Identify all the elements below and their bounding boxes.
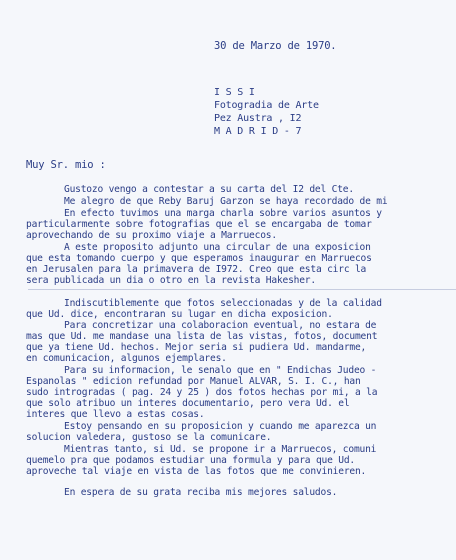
recipient-city: M A D R I D - 7 — [214, 126, 302, 137]
body-line: que ya tiene Ud. hechos. Mejor seria si pudiera Ud. mandarme, — [26, 342, 367, 353]
body-line: Para su informacion, le senalo que en " Endichas Judeo - — [64, 365, 377, 376]
body-line: en Jerusalen para la primavera de I972. Creo que esta circ la — [26, 264, 367, 275]
body-line: solucion valedera, gustoso se la comunicare. — [26, 432, 272, 443]
body-line: Gustozo vengo a contestar a su carta del I2 del Cte. — [64, 184, 354, 195]
body-line: que esta tomando cuerpo y que esperamos inaugurar en Marruecos — [26, 253, 372, 264]
letter-date: 30 de Marzo de 1970. — [214, 40, 337, 52]
recipient-name: I S S I — [214, 87, 255, 98]
greeting: Muy Sr. mio : — [26, 159, 106, 171]
body-line: En efecto tuvimos una marga charla sobre varios asuntos y — [64, 208, 382, 219]
recipient-line-3: Pez Austra , I2 — [214, 113, 302, 124]
body-line: Me alegro de que Reby Baruj Garzon se haya recordado de mi — [64, 196, 388, 207]
closing: En espera de su grata reciba mis mejores saludos. — [64, 487, 338, 498]
body-line: en comunicacion, algunos ejemplares. — [26, 353, 227, 364]
recipient-line-2: Fotogradia de Arte — [214, 100, 319, 111]
body-line: interes que llevo a estas cosas. — [26, 409, 205, 420]
body-line: aproveche tal viaje en vista de las fotos que me convinieren. — [26, 466, 367, 477]
body-line: aprovechando de su proximo viaje a Marruecos. — [26, 230, 277, 241]
body-line: particularmente sobre fotografias que el se encargaba de tomar — [26, 219, 372, 230]
body-line: Indiscutiblemente que fotos seleccionadas y de la calidad — [64, 298, 382, 309]
body-line: Estoy pensando en su proposicion y cuando me aparezca un — [64, 421, 377, 432]
body-line: que Ud. dice, encontraran su lugar en dicha exposicion. — [26, 309, 333, 320]
body-line: Mientras tanto, si Ud. se propone ir a Marruecos, comuni — [64, 444, 377, 455]
body-line: sera publicada un dia o otro en la revista Hakesher. — [26, 275, 316, 286]
page-fold-line — [28, 289, 456, 290]
body-line: sudo introgradas ( pag. 24 y 25 ) dos fotos hechas por mi, a la — [26, 387, 378, 398]
body-line: mas que Ud. me mandase una lista de las vistas, fotos, document — [26, 331, 378, 342]
body-line: Para concretizar una colaboracion eventual, no estara de — [64, 320, 377, 331]
body-line: A este proposito adjunto una circular de una exposicion — [64, 242, 371, 253]
body-line: quemelo pra que podamos estudiar una formula y para que Ud. — [26, 455, 355, 466]
body-line: Espanolas " edicion refundad por Manuel ALVAR, S. I. C., han — [26, 376, 361, 387]
body-line: que solo atribuo un interes documentario, pero vera Ud. el — [26, 398, 350, 409]
